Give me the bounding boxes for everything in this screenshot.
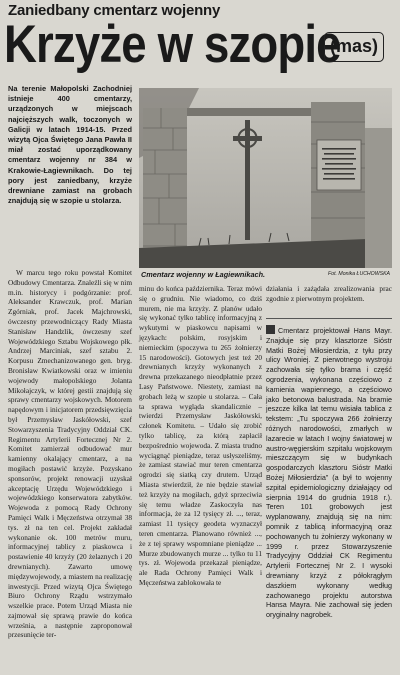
stone-plaque — [317, 140, 361, 190]
cemetery-photo-illustration — [139, 88, 392, 268]
bullet-marker — [266, 325, 275, 334]
caption-text: Cmentarz wojenny w Łagiewnikach. — [141, 270, 266, 279]
lintel — [187, 108, 311, 116]
memorial-cross-horizontal — [233, 136, 262, 141]
body-column-2 — [139, 284, 262, 588]
body-text: W marcu tego roku powstał Komitet Odbudowy Cmentarza. Znaleźli się w nim m.in. historycy i podgórzanie: prof. Aleksander Krawczuk, prof. Marian Zgórniak, prof. Jacek Majchrowski, ówczesny przewodniczący Rady Miasta Stanisław Handzlik, ówczesny szef Wojewódzkiego Sztabu Wojskowego płk. Andrzej Marciniak, szef sztabu 2. Korpusu Zmechanizowanego gen. bryg. Bronisław Kwiatkowski oraz w imieniu wojewody małopolskiego Jolanta Mikołajczyk, w której gestii znajdują się sprawy cmentarzy wojskowych. Motorem napędowym i inicjatorem przedsięwzięcia był Przemysław Jaskółowski, szef Stowarzyszenia Tradycyjny Oddział CK. Regimentu Artylerii Fortecznej Nr 2. Komitet zamierzał odbudować mur kamienny okalający cmentarz, a na mogiłach postawić krzyże. Pozyskano sponsorów, projekt renowacji uzyskał akceptację Urzędu Wojewódzkiego i wojewódzkiego konserwatora zabytków. Wojewoda z pomocą Rady Ochrony Pamięci Walk i Męczeństwa otrzymał 38 tys. zł na ten cel. Projekt zakładał wykonanie ok. 100 metrów muru, informacyjnej tablicy z piaskowca i postawienie 40 krzyży (20 żelaznych i 20 drewnianych). Zawarto umowę międzywojewody, a miastem na realizację inwestycji. Przed wizytą Ojca Świętego Biuro Ochrony Rządu wstrzymało wszelkie prace. Potem Urząd Miasta nie zajmował się sprawą prawie do końca września, a następnie zaproponował przesunięcie ter- — [8, 268, 132, 640]
body-text: działania i zażądała zrealizowania prac zgodnie z pierwotnym projektem. — [266, 284, 392, 303]
lead-paragraph: Na terenie Małopolski Zachodniej istnieje 400 cmentarzy, urządzonych w miejscach najcięższych walk, toczonych w Galicji w latach 1914-15. Przed wizytą Ojca Świętego Jana Pawła II miał zostać uporządkowany cmentarz wojenny nr 384 w Krakowie-Łagiewnikach. Do tej pory jest zaniedbany, krzyże drewniane zamiast na grobach znajdują się w szopie u stolarza. — [8, 84, 132, 206]
far-right-wall — [365, 128, 392, 268]
photo-credit: Fot. Monika ŁUCHOWSKA — [328, 271, 390, 277]
headline: Krzyże w szopie — [4, 15, 341, 74]
sidebar-text: Cmentarz projektował Hans Mayr. Znajduje się przy klasztorze Sióstr Matki Bożej Miłosierdzia, z tyłu przy ulicy Wroniej. Z pierwotnego wystroju zachowała się tylko brama i część ogrodzenia, wykonana częściowo z kamienia wapiennego, a częściowo jako betonowa balustrada. Na bramie jeszcze kilka lat temu wisiała tablica z tekstem: „Tu spoczywa 266 żołnierzy różnych narodowości, zmarłych w lazarecie w latach I wojny światowej w austro-węgierskim szpitalu wojskowym mieszczącym się w budynkach gospodarczych klasztoru Sióstr Matki Bożej Miłosierdzia” (a był to wojenny szpital epidemiologiczny działający od sierpnia 1914 do grudnia 1918 r.). Teren 101 grobowych jest wyplanowany, znajdują się na nim: pomnik z tablicą informacyjną oraz pochowanych tu żołnierzy wykonany w 1999 r. przez Stowarzyszenie Tradycyjny Oddział CK Regimentu Artylerii Fortecznej Nr 2. I wysoki drewniany krzyż z półokrągłym daszkiem wykonany według zachowanego projektu autorstwa Hansa Mayra. Nie zachował się jeden oryginalny nagrobek. — [266, 326, 392, 620]
body-column-1 — [8, 268, 132, 640]
left-gate-pillar — [143, 108, 187, 268]
author-badge: (mas) — [324, 32, 384, 62]
photo-caption — [139, 270, 392, 282]
photo — [139, 88, 392, 268]
sidebar-box — [266, 318, 392, 670]
body-column-3-top — [266, 284, 392, 304]
body-text: minu do końca października. Teraz mówi się o grudniu. Nie wiadomo, co dziś murem, nie ma krzyży. Z planów udało się wykonać tylko tablicę informacyjną z wykutymi w piaskowcu napisami w językach: polskim, rosyjskim i niemieckim (spoczywa tu 265 żołnierzy 15 narodowości). Gotowych jest też 20 drewnianych krzyży wykonanych z drewna przekazanego nieodpłatnie przez Lasy Państwowe. Niestety, zamiast na grobach leżą w szopie u stolarza. – Cała ta sprawa wygląda skandalicznie – twierdzi Przemysław Jaskółowski, członek Komitetu. – Udało się zrobić tylko tablicę, za którą zapłacił bezpośrednio wojewoda. Z miasta trudno wyciągnąć pieniądze, teraz usłyszeliśmy, że zamiast stawiać mur teren cmentarza ogrodzi się siatką czy drutem. Urząd Miasta stwierdził, że nie będzie stawiał też krzyży na mogiłach, gdyż sprzeciwia się temu władze Zaskoczyła nas informacja, że za 12 tysięcy zł. ..., teraz, zamiast 11 tysięcy geodeta wyznaczył teren cmentarza. Planowano również ..., że z tej sprawy wspomniane pieniądze ... Murze zbudowanych murze ... tylko tu 11 tys. zł. Wojewoda przekazał pieniądze, ale Rada Ochrony Pamięci Walk i Męczeństwa zablokowała te — [139, 284, 262, 587]
kicker: Zaniedbany cmentarz wojenny — [8, 2, 221, 19]
